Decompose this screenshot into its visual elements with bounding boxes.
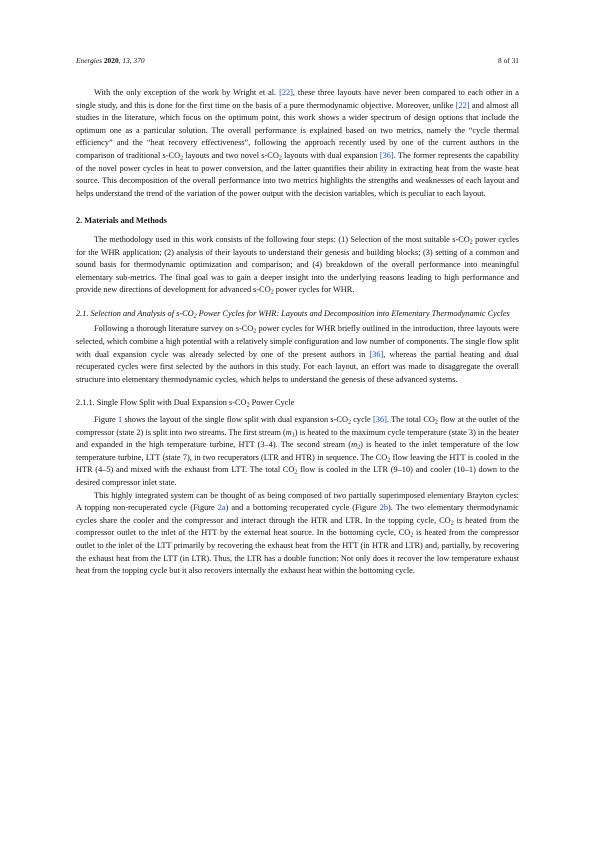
paragraph-selection: Following a thorough literature survey on $s-CO_2$ power cycles for WHR briefly outlined in the introduction, three layouts were selected, which combine a high potential with a relatively simple configuration and low number of components. The single flow split with dual expansion cycle was already selected by one of the present authors in [36], whereas the partial heating and dual recuperated cycles were first selected by the authors in this study. For each layout, an effort was made to disaggregate the overall structure into elementary thermodynamic cycles, which helps to understand the genesis of these advanced systems. xyxy=(76,324,519,384)
journal-name: Energies xyxy=(76,56,102,65)
paragraph-layout: Figure 1 shows the layout of the single flow split with dual expansion $s-CO_2$ cycle [36]. The total $CO_2$ flow at the outlet of the compressor (state 2) is split into two streams. The first stream $(m_1)$ is heated to the maximum cycle temperature (state 3) in the heater and expanded in the high temperature turbine, HTT (3–4). The second stream $(m_2)$ is heated to the inlet temperature of the low temperature turbine, LTT (state 7), in two recuperators (LTR and HTR) in sequence. The $CO_2$ flow leaving the HTT is cooled in the HTR (4–5) and mixed with the exhaust from LTT. The total $CO_2$ flow is cooled in the LTR (9–10) and cooler (10–1) down to the desired compressor inlet state. xyxy=(76,414,520,487)
section-heading: 2. Materials and Methods xyxy=(76,216,167,226)
subsection-heading: 2.1. Selection and Analysis of $s-CO_2$ Power Cycles for WHR: Layouts and Decomposition into Elementary Thermodynamic Cycles xyxy=(76,308,510,320)
page-header xyxy=(76,56,519,65)
page-number: 8 of 31 xyxy=(498,56,519,65)
paragraph-intro-comparison: With the only exception of the work by Wright et al. [22], these three layouts have never been compared to each other in a single study, and this is done for the first time on the basis of a pure thermodynamic objective. Moreover, unlike [22] and almost all studies in the literature, which focus on the optimum point, this work shows a wider spectrum of design options that include the optimum one as a particular solution. The overall performance is explained based on two metrics, namely the “cycle thermal efficiency” and the “heat recovery effectiveness”, following the approach recently used by one of the current authors in the comparison of traditional $s-CO_2$ layouts and two novel $s-CO_2$ layouts with dual expansion [36]. The former represents the capability of the novel power cycles in heat to power conversion, and the latter quantifies their ability in extracting heat from the waste heat source. This decomposition of the overall performance into two metrics highlights the strengths and weaknesses of each layout and helps understand the trend of the variation of the power output with the decision variables, which is peculiar to each layout. xyxy=(76,88,519,198)
subsubsection-heading: 2.1.1. Single Flow Split with Dual Expansion $s-CO_2$ Power Cycle xyxy=(76,398,295,409)
citation-link[interactable]: [36] xyxy=(369,349,384,359)
journal-volume: , 13, 370 xyxy=(118,56,145,65)
article-body xyxy=(76,87,519,578)
journal-year: 2020 xyxy=(103,56,119,65)
figure-link[interactable]: 1 xyxy=(117,414,123,424)
paragraph-decomposition: This highly integrated system can be thought of as being composed of two partially superimposed elementary Brayton cycles: A topping non-recuperated cycle (Figure 2a) and a bottoming recuperated cycle (Figure 2b). The two elementary thermodynamic cycles share the cooler and the compressor and interact through the HTR and LTR. In the topping cycle, $CO_2$ is heated from the compressor outlet to the inlet of the HTT by the external heat source. In the bottoming cycle, $CO_2$ is heated from the compressor outlet to the inlet of the LTT primarily by recovering the exhaust heat from the HTT (in HTR and LTR) and, partially, by recovering the exhaust heat from the LTT (in LTR). Thus, the LTR has a double function: Not only does it recover the low temperature exhaust heat from the topping cycle but it also recovers internally the exhaust heat within the bottoming cycle. xyxy=(76,490,519,576)
figure-link[interactable]: 2a xyxy=(217,503,226,513)
figure-link[interactable]: 2b xyxy=(379,503,389,513)
paragraph-methodology: The methodology used in this work consists of the following four steps: (1) Selection of the most suitable $s-CO_2$ power cycles for the WHR application; (2) analysis of their layouts to understand their genesis and building blocks; (3) setting of a common and sound basis for thermodynamic optimization and comparison; and (4) breakdown of the overall performance into meaningful elementary sub-metrics. The final goal was to gain a deeper insight into the underlying reasons leading to high performance and provide new directions of development for advanced $s-CO_2$ power cycles for WHR. xyxy=(76,234,519,296)
citation-link[interactable]: [22] xyxy=(455,100,470,110)
citation-link[interactable]: [36] xyxy=(373,414,387,424)
citation-link[interactable]: [22] xyxy=(279,88,293,97)
citation-link[interactable]: [36] xyxy=(379,150,394,160)
